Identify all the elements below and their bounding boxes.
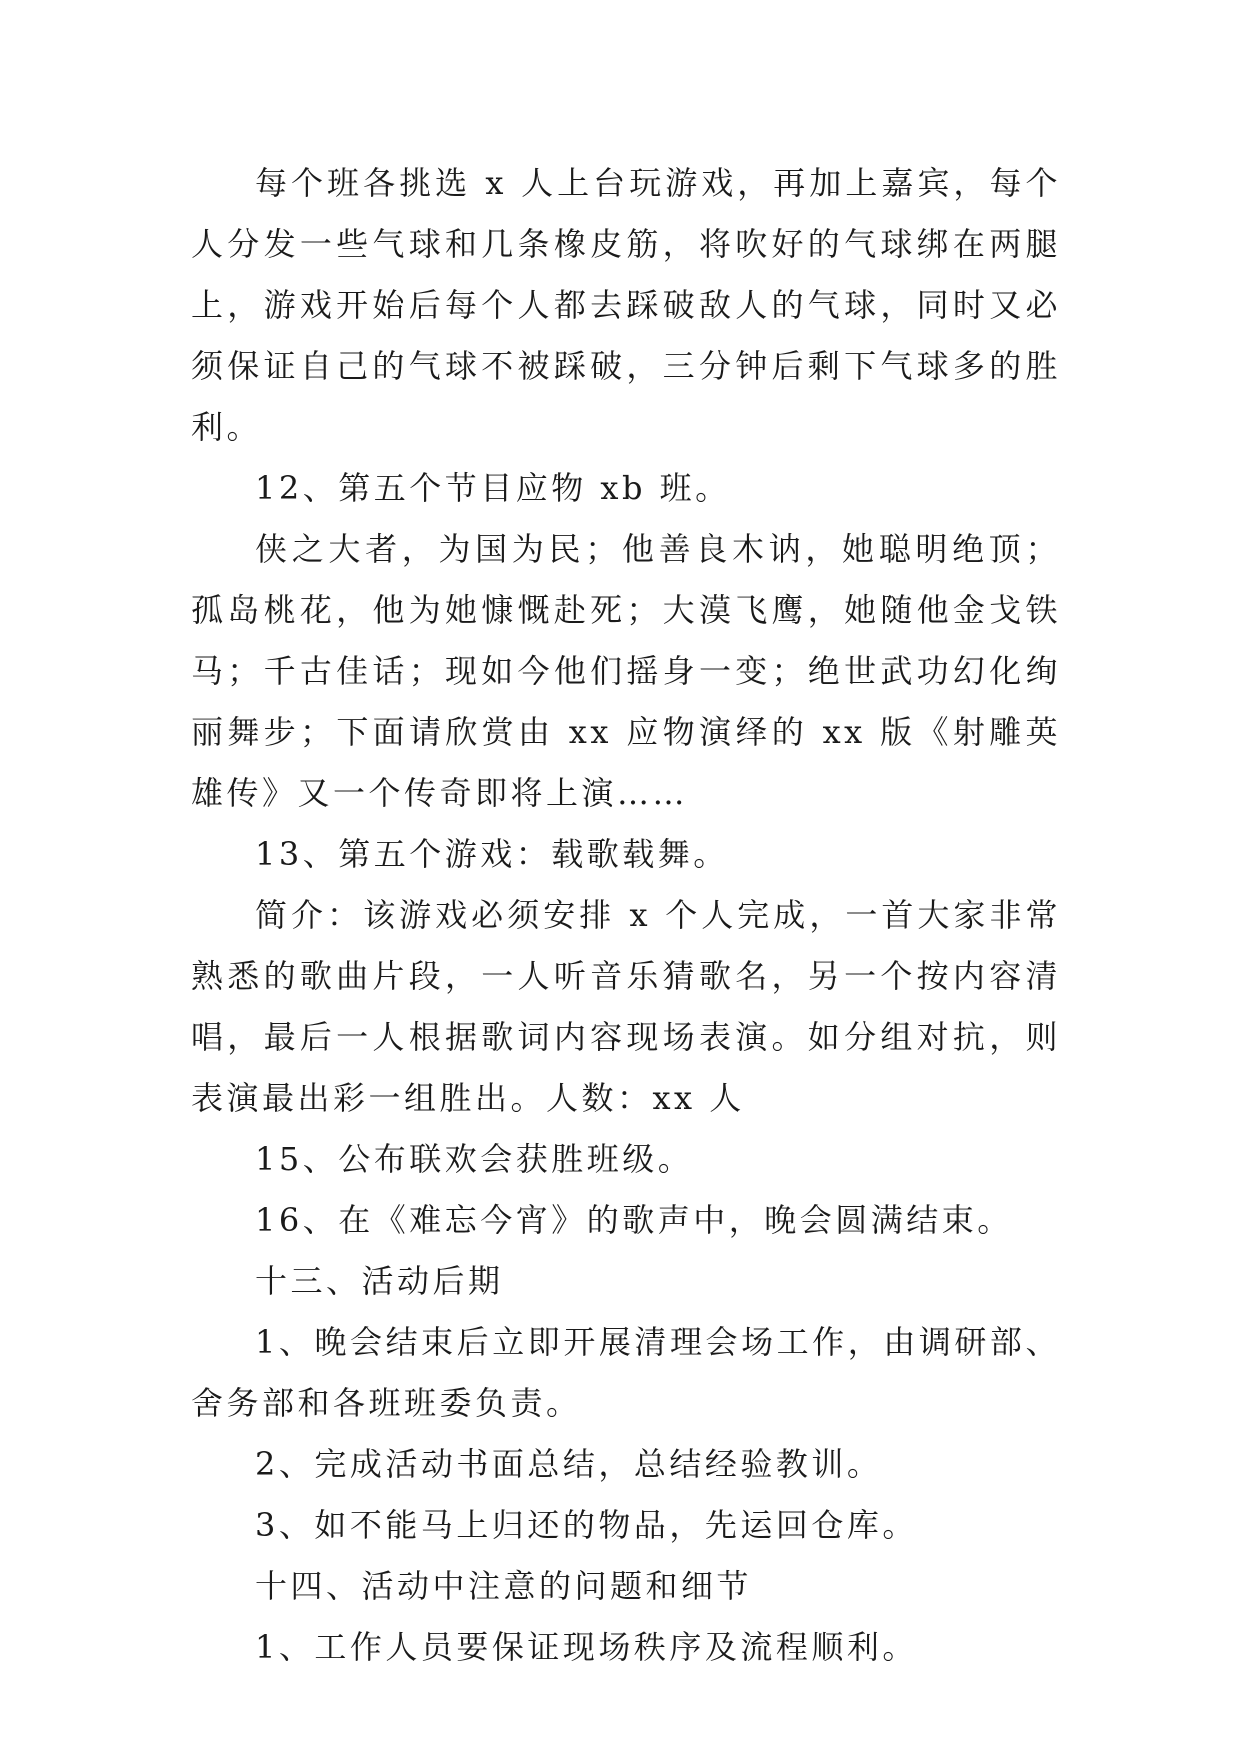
document-body [191, 153, 1061, 1678]
paragraph-item-15: 15、公布联欢会获胜班级。 [255, 1140, 694, 1178]
paragraph-item-16: 16、在《难忘今宵》的歌声中，晚会圆满结束。 [255, 1201, 1013, 1239]
paragraph-post-3: 3、如不能马上归还的物品，先运回仓库。 [255, 1506, 918, 1544]
paragraph-post-2: 2、完成活动书面总结，总结经验教训。 [255, 1445, 883, 1483]
paragraph-item-12: 12、第五个节目应物 xb 班。 [255, 469, 731, 507]
paragraph-item-13: 13、第五个游戏：载歌载舞。 [255, 835, 729, 873]
paragraph-item-12-intro: 侠之大者，为国为民；他善良木讷，她聪明绝顶；孤岛桃花，他为她慷慨赴死；大漠飞鹰，她随他金戈铁马；千古佳话；现如今他们摇身一变；绝世武功幻化绚丽舞步；下面请欣赏由 xx 应物演绎的 xx 版《射雕英雄传》又一个传奇即将上演…… [191, 530, 1061, 812]
section-heading-13: 十三、活动后期 [255, 1262, 504, 1300]
paragraph-post-1: 1、晚会结束后立即开展清理会场工作，由调研部、舍务部和各班班委负责。 [191, 1323, 1061, 1422]
paragraph-balloon-game: 每个班各挑选 x 人上台玩游戏，再加上嘉宾，每个人分发一些气球和几条橡皮筋，将吹好的气球绑在两腿上，游戏开始后每个人都去踩破敌人的气球，同时又必须保证自己的气球不被踩破，三分钟后剩下气球多的胜利。 [191, 164, 1061, 446]
paragraph-item-13-intro: 简介：该游戏必须安排 x 个人完成，一首大家非常熟悉的歌曲片段，一人听音乐猜歌名，另一个按内容清唱，最后一人根据歌词内容现场表演。如分组对抗，则表演最出彩一组胜出。人数：xx 人 [191, 896, 1061, 1117]
paragraph-notes-1: 1、工作人员要保证现场秩序及流程顺利。 [255, 1628, 918, 1666]
section-heading-14: 十四、活动中注意的问题和细节 [255, 1567, 753, 1605]
